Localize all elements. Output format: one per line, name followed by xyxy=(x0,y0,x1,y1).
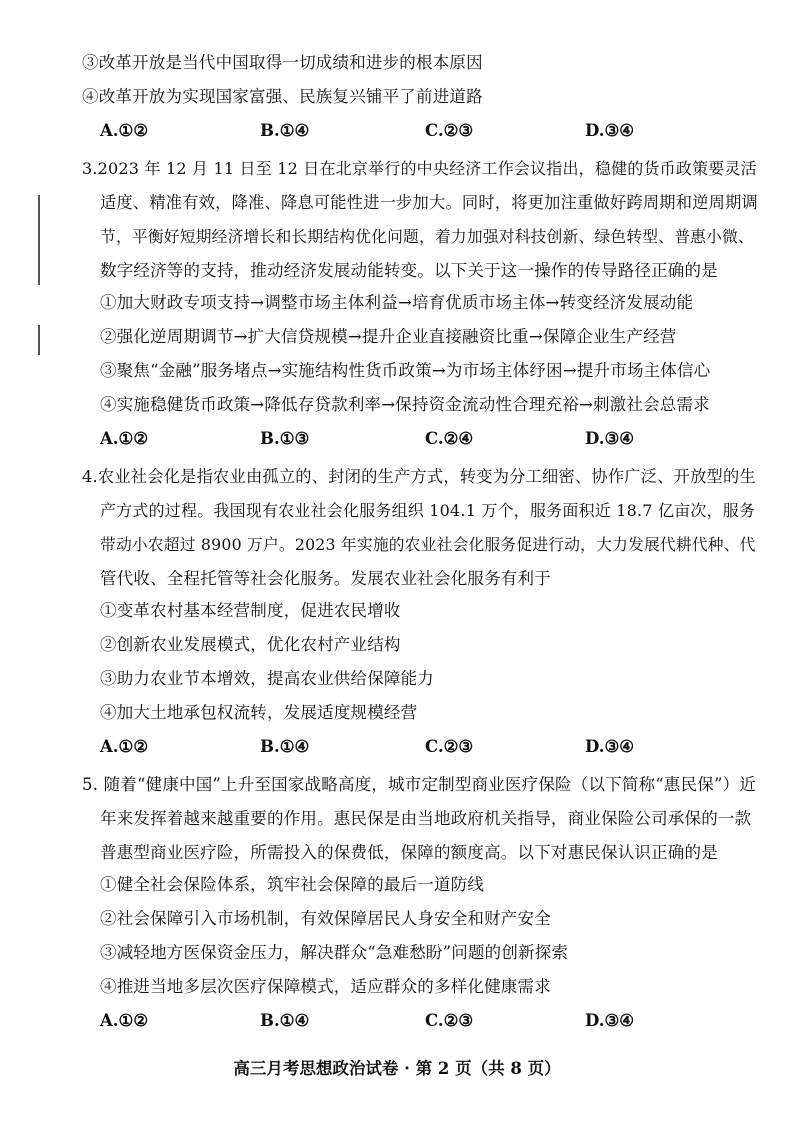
q4-stem-line: 4.农业社会化是指农业由孤立的、封闭的生产方式，转变为分工细密、协作广泛、开放型的生 xyxy=(82,467,756,486)
q5-item-1: ①健全社会保险体系，筑牢社会保障的最后一道防线 xyxy=(100,875,485,894)
q2-option-b[interactable]: B.①④ xyxy=(260,121,310,140)
q3-option-d[interactable]: D.③④ xyxy=(585,429,635,448)
q5-item-2: ②社会保障引入市场机制，有效保障居民人身安全和财产安全 xyxy=(100,909,551,928)
q3-item-4: ④实施稳健货币政策→降低存贷款利率→保持资金流动性合理充裕→刺激社会总需求 xyxy=(100,395,710,414)
q5-stem-line: 5. 随着“健康中国”上升至国家战略高度，城市定制型商业医疗保险（以下简称“惠民保”）近 xyxy=(82,775,757,794)
q5-option-a[interactable]: A.①② xyxy=(100,1011,149,1030)
margin-mark xyxy=(38,195,40,285)
q4-stem-line: 产方式的过程。我国现有农业社会化服务组织 104.1 万个，服务面积近 18.7 亿亩次，服务 xyxy=(100,501,756,520)
q3-stem-line: 数字经济等的支持，推动经济发展动能转变。以下关于这一操作的传导路径正确的是 xyxy=(100,261,718,280)
q5-stem-line: 年来发挥着越来越重要的作用。惠民保是由当地政府机关指导，商业保险公司承保的一款 xyxy=(100,809,752,828)
q3-item-3: ③聚焦“金融”服务堵点→实施结构性货币政策→为市场主体纾困→提升市场主体信心 xyxy=(100,361,711,380)
q5-stem-line: 普惠型商业医疗险，所需投入的保费低，保障的额度高。以下对惠民保认识正确的是 xyxy=(100,843,718,862)
q4-item-4: ④加大土地承包权流转，发展适度规模经营 xyxy=(100,703,418,722)
q4-stem-line: 管代收、全程托管等社会化服务。发展农业社会化服务有利于 xyxy=(100,569,551,588)
q2-item-4: ④改革开放为实现国家富强、民族复兴铺平了前进道路 xyxy=(82,87,483,106)
q3-option-c[interactable]: C.②④ xyxy=(425,429,474,448)
margin-mark xyxy=(38,325,40,355)
q5-option-c[interactable]: C.②③ xyxy=(425,1011,474,1030)
q2-option-a[interactable]: A.①② xyxy=(100,121,149,140)
q3-stem-line: 3.2023 年 12 月 11 日至 12 日在北京举行的中央经济工作会议指出，稳健的货币政策要灵活 xyxy=(82,159,757,178)
q4-item-2: ②创新农业发展模式，优化农村产业结构 xyxy=(100,635,401,654)
q4-option-b[interactable]: B.①④ xyxy=(260,737,310,756)
q3-option-a[interactable]: A.①② xyxy=(100,429,149,448)
q4-option-a[interactable]: A.①② xyxy=(100,737,149,756)
q2-option-c[interactable]: C.②③ xyxy=(425,121,474,140)
q3-stem-line: 节，平衡好短期经济增长和长期结构优化问题，着力加强对科技创新、绿色转型、普惠小微、 xyxy=(100,227,754,246)
q4-option-c[interactable]: C.②③ xyxy=(425,737,474,756)
q4-stem-line: 带动小农超过 8900 万户。2023 年实施的农业社会化服务促进行动，大力发展代耕代种、代 xyxy=(100,535,756,554)
q4-item-3: ③助力农业节本增效，提高农业供给保障能力 xyxy=(100,669,434,688)
q3-item-2: ②强化逆周期调节→扩大信贷规模→提升企业直接融资比重→保障企业生产经营 xyxy=(100,327,677,346)
q4-option-d[interactable]: D.③④ xyxy=(585,737,635,756)
page-footer: 高三月考思想政治试卷 · 第 2 页（共 8 页） xyxy=(233,1059,561,1078)
q2-option-d[interactable]: D.③④ xyxy=(585,121,635,140)
q3-stem-line: 适度、精准有效，降准、降息可能性进一步加大。同时，将更加注重做好跨周期和逆周期调 xyxy=(100,193,758,212)
q3-option-b[interactable]: B.①③ xyxy=(260,429,310,448)
q5-item-4: ④推进当地多层次医疗保障模式，适应群众的多样化健康需求 xyxy=(100,977,551,996)
q2-item-3: ③改革开放是当代中国取得一切成绩和进步的根本原因 xyxy=(82,53,483,72)
q5-option-d[interactable]: D.③④ xyxy=(585,1011,635,1030)
q5-item-3: ③减轻地方医保资金压力，解决群众“急难愁盼”问题的创新探索 xyxy=(100,943,569,962)
q3-item-1: ①加大财政专项支持→调整市场主体利益→培育优质市场主体→转变经济发展动能 xyxy=(100,293,694,312)
q4-item-1: ①变革农村基本经营制度，促进农民增收 xyxy=(100,601,401,620)
q5-option-b[interactable]: B.①④ xyxy=(260,1011,310,1030)
